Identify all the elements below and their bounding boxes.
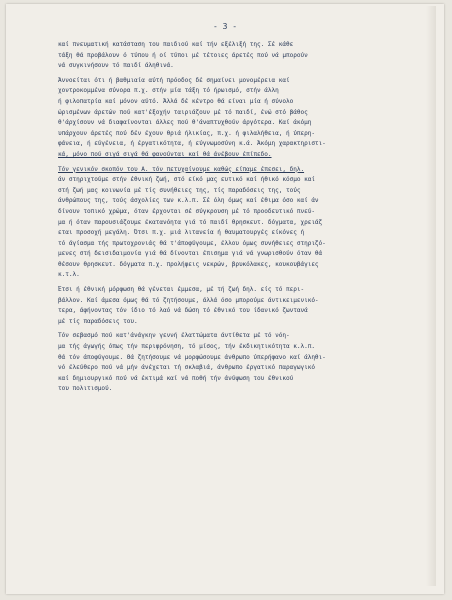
text-line: ή φιλοπατρία καί μόνον αύτό. Άλλά δέ κέντρο θά είναι μία ή σύνολο [58, 97, 294, 105]
text-line: στή ζωή μας κοινωνία μέ τίς συνήθειες της, τίς παραδόσεις της, τούς [58, 186, 301, 194]
text-line: κά, μόνο πού σιγά σιγά θά φανούνται καί θά άνέβουν έπίπεδο. [58, 150, 272, 158]
text-line: του πολιτισμού. [58, 385, 113, 393]
text-line: Έτσι ή έθνική μόρφωση θά γένεται έμμεσα, μέ τή ζωή δηλ. είς τό περι- [58, 286, 305, 294]
text-line: καί δημιουργικό πού νά έκτιμά καί νά ποθή τήν άνύψωση του έθνικού [58, 374, 294, 382]
text-line: Τόν γενικόν σκοπόν του Α. τόν πετυχαίνουμε καθώς είπαμε έπεσει, δηλ. [58, 165, 305, 173]
text-line: νό έλεύθερο πού νά μήν άνέχεται τή σκλαβιά, άνθρωπο έργατικό παραγωγικό [58, 364, 315, 372]
text-line: νά συγκινήσουν τό παιδί άληθινά. [58, 62, 174, 70]
document-body [58, 40, 416, 395]
text-line: μα τής άγωγής όπως τήν περιφρόνηση, τό μίσος, τήν έκδικητικότητα κ.λ.π. [58, 343, 315, 351]
text-line: θέσουν θρησκευτ. δόγματα π.χ. προλήψεις νεκρών, βρυκόλακες, κουκουβάγιες [58, 260, 319, 268]
text-line: άνθρώπους της, τούς άσχολίες των κ.λ.π. Σέ όλη όμως καί έθιμα όσο καί άν [58, 197, 319, 205]
text-line: μα ή όταν παρουσιάζουμε έκατανόητα γιά τό παιδί θρησκευτ. δόγματα, χρειάζ [58, 218, 323, 226]
text-line: θ'άρχίσουν νά διαφαίνονται άλλες πού θ'άναπτυχθούν άργότερα. Καί άκόμη [58, 119, 312, 127]
text-line: τό άγίασμα τής πρωτοχρονιάς θά τ'άποφύγουμε, έλλου όμως συνήθειες στηριζό- [58, 239, 326, 247]
text-line: τάξη θά προβάλουν ό τύπου ή οί τύποι μέ τέτοιες άρετές πού νά μπορούν [58, 51, 308, 59]
text-line: άν στηριχτούμε στήν έθνική ζωή, στό είκό μας ευτικό καί ήθικό κόσμο καί [58, 176, 315, 184]
page-number: - 3 - [212, 22, 238, 31]
text-line: εται προσοχή μεγάλη. Ότσι π.χ. μιά λιτανεία ή θαυματουργές είκόνες ή [58, 229, 305, 237]
text-line: θά τόν άποφύγουμε. Θά ζητήσουμε νά μορφώσουμε άνθρωπο ύπερήφανο καί άληθι- [58, 353, 326, 361]
text-line: δίνουν τοπικό χρώμα, όταν έρχονται σέ σύγκρουση μέ τό προοδευτικό πνεύ- [58, 207, 315, 215]
text-line: Άννοείται ότι ή βαθμιαία αύτή πρόοδος δέ σημαίνει μονομέρεια καί [58, 76, 290, 84]
text-line: ώρισμένων άρετών πού κατ'έξοχήν ταιριάζουν μέ τό παιδί, ένώ στό βάθος [58, 108, 308, 116]
document-page [6, 4, 444, 594]
text-line: χοντροκομμένα σύνορα π.χ. στήν μία τάξη τό ήρωισμό, στήν άλλη [58, 87, 279, 95]
text-line: Τόν σεβασμό πού κατ'άνάγκην γεννή έλαττώματα άντίθετα μέ τό νόη- [58, 332, 290, 340]
text-line: βάλλον. Καί άμεσα όμως θά τό ζητήσουμε, άλλά όσο μπορούμε άντικειμενικό- [58, 296, 319, 304]
page-edge-shadow [426, 6, 436, 586]
text-line: κ.τ.λ. [58, 271, 80, 279]
text-line: καί πνευματική κατάσταση του παιδιού καί τήν εξέλιξή της. Σέ κάθε [58, 41, 294, 48]
text-line: φάνεια, ή εύγένεια, ή έργατικότητα, ή εύγνωμοσύνη κ.ά. Άκόμη χαρακτηριστι- [58, 140, 326, 148]
text-line: μενες στή δεισιδαιμονία γιά θά δίνονται έπισημα γιά νά γνωρισθούν όταν θά [58, 250, 323, 258]
text-line: μέ τίς παραδόσεις του. [58, 317, 138, 325]
text-line: τερα, άφήνοντας τόν ίδιο τό λαό νά δώση τό έθνικό του ίδανικό ζωντανά [58, 307, 308, 315]
text-line: υπάρχουν άρετές πού δέν έχουν θριά ήλικίας, π.χ. ή φιλαλήθεια, ή ύπερη- [58, 129, 315, 137]
